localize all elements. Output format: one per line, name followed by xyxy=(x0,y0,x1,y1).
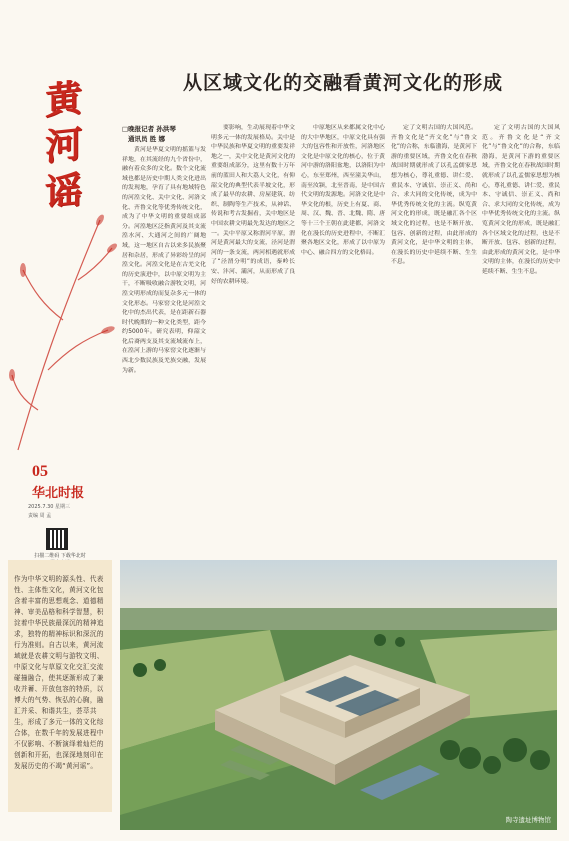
newspaper-logo: 华北时报 xyxy=(32,486,85,501)
qr-code-icon[interactable] xyxy=(46,528,68,550)
section-title-char-1: 黄 xyxy=(44,75,82,123)
article-column-1 xyxy=(122,146,206,554)
column-text: 黄河是华夏文明的摇篮与发祥地，在其流经的九个省份中，融有着众多的文化。数个文化流域也都是历史中期人类文化进出的发现地，孕育了具有地域特色的河湟文化、关中文化、河洛文化、齐鲁文化等优秀传统文化，成为了中华文明的重要组成部分。河湟地区泛指黄河及其支流湟水河、大通河之间的广阔地域，这一地区自古以来多民族聚居和杂居，形成了异彩纷呈的河湟文化。河湟文化是在古羌文化的历史演进中，以中原文明为主干，不断吸收融合游牧文明，河湟文明形成的而复杂多元一体的文化形态。马家窑文化是河湟文化中的杰出代表，是在距新石器时代晚期的一种文化类型，距今约5000年。研究表明，仰韶文化后裔两支及其支流域流布上，在湟河上游的马家窑文化逐渐与西北少数民族及羌族交融，发展为新。 xyxy=(122,147,206,374)
qr-caption: 扫描二维码 下载华北时 xyxy=(34,553,86,559)
section-title-char-3: 谣 xyxy=(44,167,82,215)
issue-editor: 责编 周 孟 xyxy=(28,513,52,519)
headline: 从区域文化的交融看黄河文化的形成 xyxy=(182,72,503,94)
left-sidebar xyxy=(0,0,118,841)
byline xyxy=(122,124,176,144)
byline-correspondent: 通讯员 胜 娜 xyxy=(128,135,166,143)
column-text: 中原地区从来都属文化中心的大中华地区，中原文化具有强大的包容性和开放性，河洛地区文化是中原文化的核心，位于黄河中游的洛阳盆地，以洛阳为中心，东至郑州，西至潼关华山，南至汝颍，北至晋南，是中国古代文明的发源地。河洛文化是中华文化的根，历史上有夏、商、周、汉、魏、晋、北魏、隋、唐等十三个王朝在此建都，河洛文化在漫长的历史进程中，不断汇聚各地区文化，形成了以中原为中心、融合四方的文化格局。 xyxy=(301,125,385,256)
section-title-char-2: 河 xyxy=(44,121,82,169)
museum-aerial-illustration xyxy=(120,560,557,830)
article-column-4 xyxy=(391,124,477,554)
museum-photo xyxy=(120,560,557,830)
article-column-2 xyxy=(211,124,295,554)
issue-date: 2025.7.30 星期三 xyxy=(28,504,71,510)
section-title xyxy=(40,76,86,214)
byline-reporter: □晚报记者 孙洪琴 xyxy=(122,125,176,133)
column-text: 定了文明古国的大国风范。齐鲁文化是“齐文化”与“鲁文化”的合称，东临渤海，是黄河下游的重要区域，齐鲁文化在春秋战国时期就形成了以孔孟儒家思想为核心，尊礼重德、讲仁爱、重民本、守诚信、崇正义、尚和合、求大同的文化传统，成为中华优秀传统文化的主流。纵览黄河文化的形成，既是融汇各个区域文化的过程，也是不断开放、包容、创新的过程，由此形成的黄河文化，是中华文明的主体，在漫长的历史中延续不断、生生不息。 xyxy=(391,125,477,266)
article-column-5 xyxy=(482,124,560,554)
column-text: 要影响，生动展现着中华文明多元一体的发展格局。关中是中华民族和华夏文明的重要发祥地之一，关中文化是黄河文化的重要组成部分，这里有数十万年前的蓝田人和大荔人文化，有仰韶文化的典型代表半坡文化，形成了最早的农耕、房屋建筑、纺织、制陶等生产技术，从神话、传说和考古发掘看，关中地区是中国农耕文明最先发达的地区之一。关中平原又称渭河平原，渭河是黄河最大的支流，泾河是渭河的一条支流，两河相遇就形成了“泾渭分明”的成语，秦岭长安、沣河、灞河，从而形成了良好的农耕环境。 xyxy=(211,125,295,285)
page-number: 05 xyxy=(32,463,48,480)
decorative-branch-illustration xyxy=(8,200,118,460)
photo-caption: 陶寺遗址博物馆 xyxy=(505,816,551,824)
column-text: 定了文明古国的大国风范。齐鲁文化是“齐文化”与“鲁文化”的合称，东临渤海，是黄河下游的重要区域，齐鲁文化在春秋战国时期就形成了以孔孟儒家思想为核心，尊礼重德、讲仁爱、重民本、守诚信、崇正义、尚和合、求大同的文化传统，成为中华优秀传统文化的主流。纵览黄河文化的形成，既是融汇各个区域文化的过程，也是不断开放、包容、创新的过程，由此形成的黄河文化，是中华文明的主体，在漫长的历史中延续不断、生生不息。 xyxy=(482,125,560,275)
article-column-3 xyxy=(301,124,385,554)
intro-text: 作为中华文明的源头性、代表性、主体性文化，黄河文化包含着丰富的思想观念、道德精神、审美品格和科学智慧，积淀着中华民族最深沉的精神追求，独特的精神标识和深沉的行为准则。自古以来，黄河流域就是农耕文明与游牧文明、中原文化与草原文化交汇交流碰撞融合，使其逐渐形成了兼收并蓄、开放包容的特质，以博大的气势、恢弘的心胸，融汇并采、和谐共生，荟萃共生，形成了多元一体的文化综合体，在数千年的发展进程中不仅影响、不断演绎着灿烂的创新和开拓，也深深地刻印在发展历史的不竭“黄河谣”。 xyxy=(14,575,104,770)
